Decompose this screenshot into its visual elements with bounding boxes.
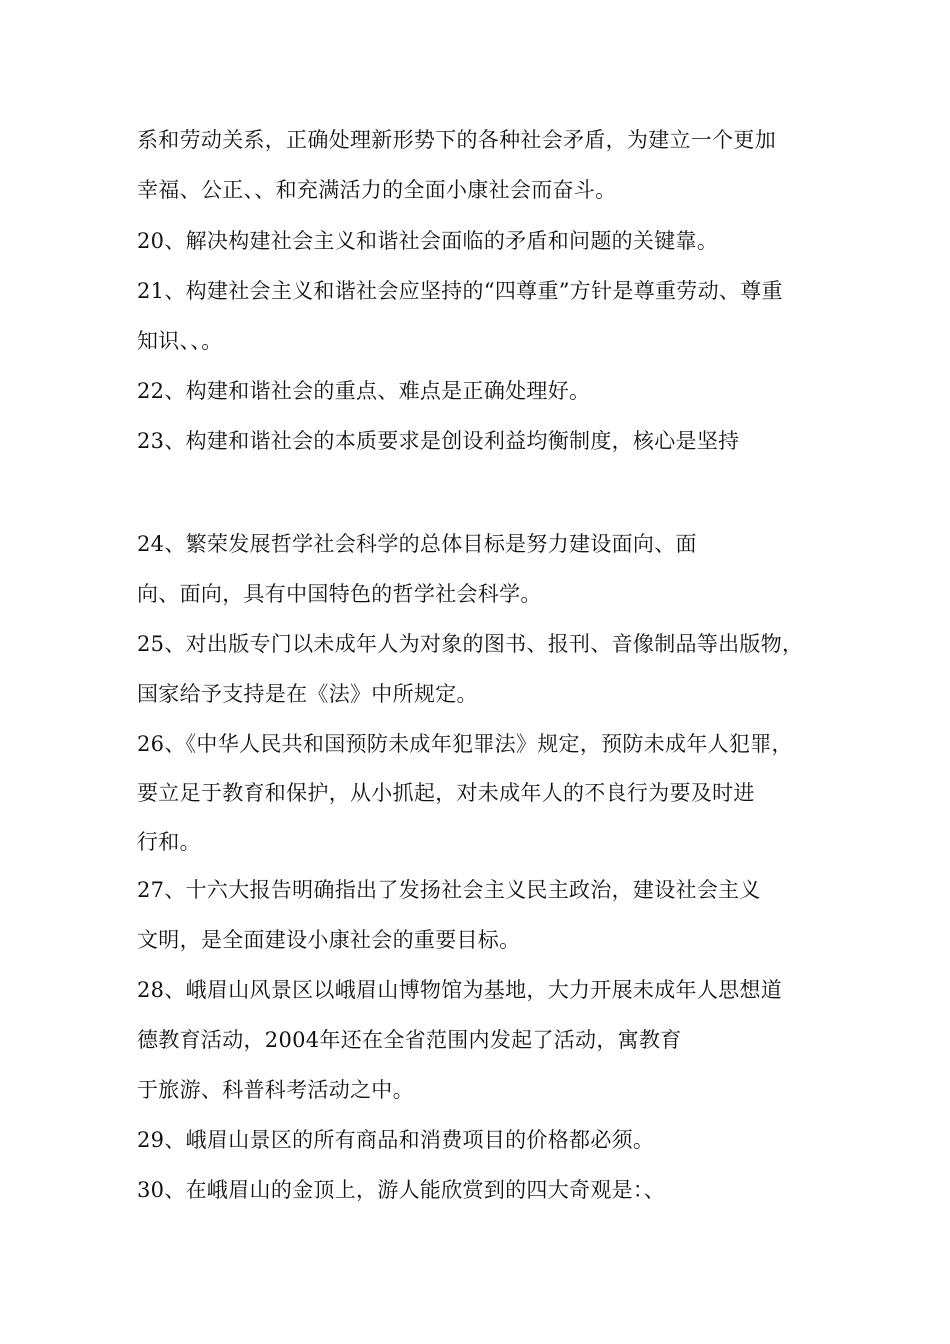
text-line: 25、对出版专门以未成年人为对象的图书、报刊、音像制品等出版物， xyxy=(137,632,804,656)
text-line: 国家给予支持是在《法》中所规定。 xyxy=(137,682,478,706)
text-line: 24、繁荣发展哲学社会科学的总体目标是努力建设面向、面 xyxy=(137,532,697,556)
text-line: 文明，是全面建设小康社会的重要目标。 xyxy=(137,928,521,952)
text-line: 行和。 xyxy=(137,830,201,854)
text-line: 28、峨眉山风景区以峨眉山博物馆为基地，大力开展未成年人思想道 xyxy=(137,978,783,1002)
text-line: 29、峨眉山景区的所有商品和消费项目的价格都必须。 xyxy=(137,1128,655,1152)
text-line: 30、在峨眉山的金顶上，游人能欣赏到的四大奇观是：、 xyxy=(137,1178,666,1202)
text-line: 要立足于教育和保护，从小抓起，对未成年人的不良行为要及时进 xyxy=(137,781,755,805)
text-line: 23、构建和谐社会的本质要求是创设利益均衡制度，核心是坚持 xyxy=(137,429,740,453)
text-line: 幸福、公正、、和充满活力的全面小康社会而奋斗。 xyxy=(137,178,617,202)
text-line: 系和劳动关系，正确处理新形势下的各种社会矛盾，为建立一个更加 xyxy=(137,128,776,152)
text-line: 德教育活动，2004年还在全省范围内发起了活动，寓教育 xyxy=(137,1028,682,1052)
text-line: 27、十六大报告明确指出了发扬社会主义民主政治，建设社会主义 xyxy=(137,878,761,902)
text-line: 知识、、。 xyxy=(137,329,223,353)
text-line: 20、解决构建社会主义和谐社会面临的矛盾和问题的关键靠。 xyxy=(137,229,719,253)
text-line: 21、构建社会主义和谐社会应坚持的“四尊重”方针是尊重劳动、尊重 xyxy=(137,279,783,303)
text-line: 26、《中华人民共和国预防未成年犯罪法》规定，预防未成年人犯罪， xyxy=(137,732,793,756)
text-line: 于旅游、科普科考活动之中。 xyxy=(137,1078,414,1102)
text-line: 向、面向，具有中国特色的哲学社会科学。 xyxy=(137,582,542,606)
text-line: 22、构建和谐社会的重点、难点是正确处理好。 xyxy=(137,379,591,403)
